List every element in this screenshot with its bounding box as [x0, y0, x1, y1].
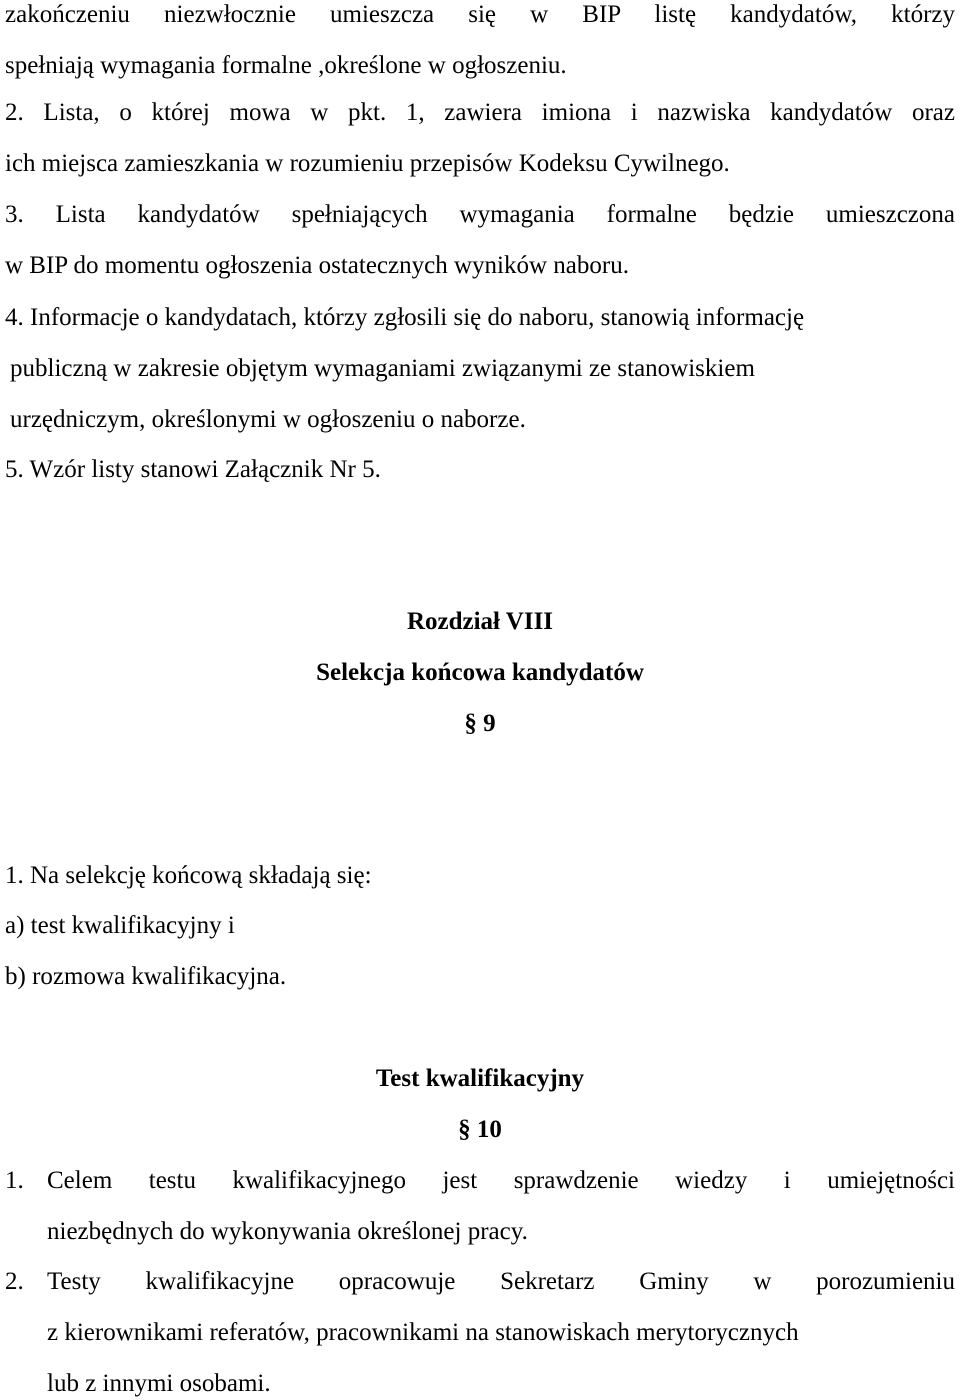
section-title: Test kwalifikacyjny: [375, 1065, 585, 1092]
paragraph-number: § 10: [458, 1116, 502, 1143]
sub-item-b: b) rozmowa kwalifikacyjna.: [5, 963, 287, 990]
list-item-4-line: publiczną w zakresie objętym wymaganiami związanymi ze stanowiskiem: [10, 355, 755, 382]
list-item-2-line: 2. Lista, o której mowa w pkt. 1, zawiera imiona i nazwiska kandydatów oraz: [5, 99, 955, 126]
sub-item-a: a) test kwalifikacyjny i: [5, 912, 235, 939]
list-item-1-line: Celem testu kwalifikacyjnego jest sprawdzenie wiedzy i umiejętności: [47, 1167, 955, 1194]
paragraph-line: spełniają wymagania formalne ,określone w ogłoszeniu.: [5, 52, 567, 79]
list-number: 2.: [5, 1268, 24, 1295]
list-item-2-line: Testy kwalifikacyjne opracowuje Sekretarz Gminy w porozumieniu: [47, 1268, 955, 1295]
paragraph-line: zakończeniu niezwłocznie umieszcza się w BIP listę kandydatów, którzy: [5, 1, 955, 28]
list-item-3-line: w BIP do momentu ogłoszenia ostatecznych wyników naboru.: [5, 252, 629, 279]
list-item-2-line: lub z innymi osobami.: [47, 1370, 271, 1397]
list-item-4-line: 4. Informacje o kandydatach, którzy zgłosili się do naboru, stanowią informację: [5, 304, 805, 331]
chapter-subtitle: Selekcja końcowa kandydatów: [316, 659, 644, 686]
list-item-1: 1. Na selekcję końcową składają się:: [5, 862, 372, 889]
list-item-5: 5. Wzór listy stanowi Załącznik Nr 5.: [5, 456, 381, 483]
list-item-4-line: urzędniczym, określonymi w ogłoszeniu o naborze.: [10, 406, 526, 433]
list-item-1-line: niezbędnych do wykonywania określonej pracy.: [47, 1218, 528, 1245]
chapter-title: Rozdział VIII: [406, 608, 554, 635]
list-item-2-line: ich miejsca zamieszkania w rozumieniu przepisów Kodeksu Cywilnego.: [5, 150, 730, 177]
list-number: 1.: [5, 1167, 24, 1194]
list-item-2-line: z kierownikami referatów, pracownikami na stanowiskach merytorycznych: [47, 1319, 799, 1346]
paragraph-number: § 9: [464, 710, 496, 737]
list-item-3-line: 3. Lista kandydatów spełniających wymagania formalne będzie umieszczona: [5, 201, 955, 228]
